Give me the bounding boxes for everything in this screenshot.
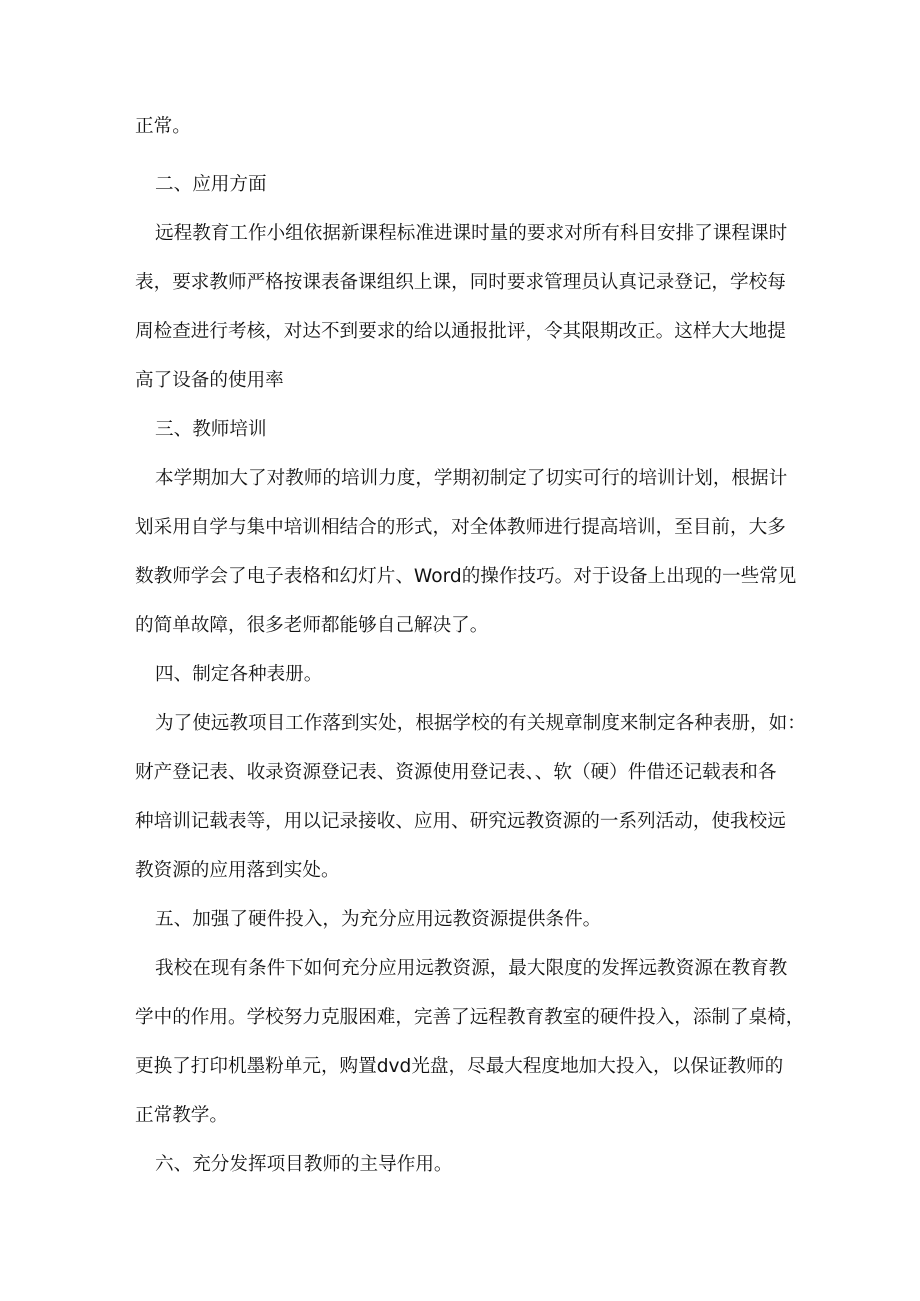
paragraph-line: 高了设备的使用率 xyxy=(135,370,284,391)
paragraph-line: 教资源的应用落到实处。 xyxy=(135,860,340,881)
paragraph-line: 表，要求教师严格按课表备课组织上课，同时要求管理员认真记录登记，学校每 xyxy=(135,272,786,293)
section-heading: 五、加强了硬件投入，为充分应用远教资源提供条件。 xyxy=(155,909,602,930)
paragraph-line: 我校在现有条件下如何充分应用远教资源，最大限度的发挥远教资源在教育教 xyxy=(155,958,788,979)
paragraph-line: 种培训记载表等，用以记录接收、应用、研究远教资源的一系列活动，使我校远 xyxy=(135,811,786,832)
paragraph-line: 远程教育工作小组依据新课程标准进课时量的要求对所有科目安排了课程课时 xyxy=(155,223,788,244)
section-heading: 六、充分发挥项目教师的主导作用。 xyxy=(155,1154,453,1175)
paragraph-line: 周检查进行考核，对达不到要求的给以通报批评，令其限期改正。这样大大地提 xyxy=(135,321,786,342)
paragraph-line: 本学期加大了对教师的培训力度，学期初制定了切实可行的培训计划，根据计 xyxy=(155,468,788,489)
paragraph-line: 数教师学会了电子表格和幻灯片、Word的操作技巧。对于设备上出现的一些常见 xyxy=(135,566,797,587)
paragraph-line: 正常教学。 xyxy=(135,1105,228,1126)
paragraph-line: 学中的作用。学校努力克服困难，完善了远程教育教室的硬件投入，添制了桌椅， xyxy=(135,1007,805,1028)
section-heading: 四、制定各种表册。 xyxy=(155,664,323,685)
paragraph-line: 更换了打印机墨粉单元，购置dvd光盘，尽最大程度地加大投入，以保证教师的 xyxy=(135,1056,784,1077)
paragraph-line: 的简单故障，很多老师都能够自己解决了。 xyxy=(135,615,489,636)
paragraph-line: 正常。 xyxy=(135,116,191,137)
paragraph-line: 划采用自学与集中培训相结合的形式，对全体教师进行提高培训，至目前，大多 xyxy=(135,517,786,538)
section-heading: 二、应用方面 xyxy=(155,174,267,195)
paragraph-line: 为了使远教项目工作落到实处，根据学校的有关规章制度来制定各种表册，如： xyxy=(155,713,806,734)
paragraph-line: 财产登记表、收录资源登记表、资源使用登记表、、软（硬）件借还记载表和各 xyxy=(135,762,777,783)
section-heading: 三、教师培训 xyxy=(155,419,267,440)
